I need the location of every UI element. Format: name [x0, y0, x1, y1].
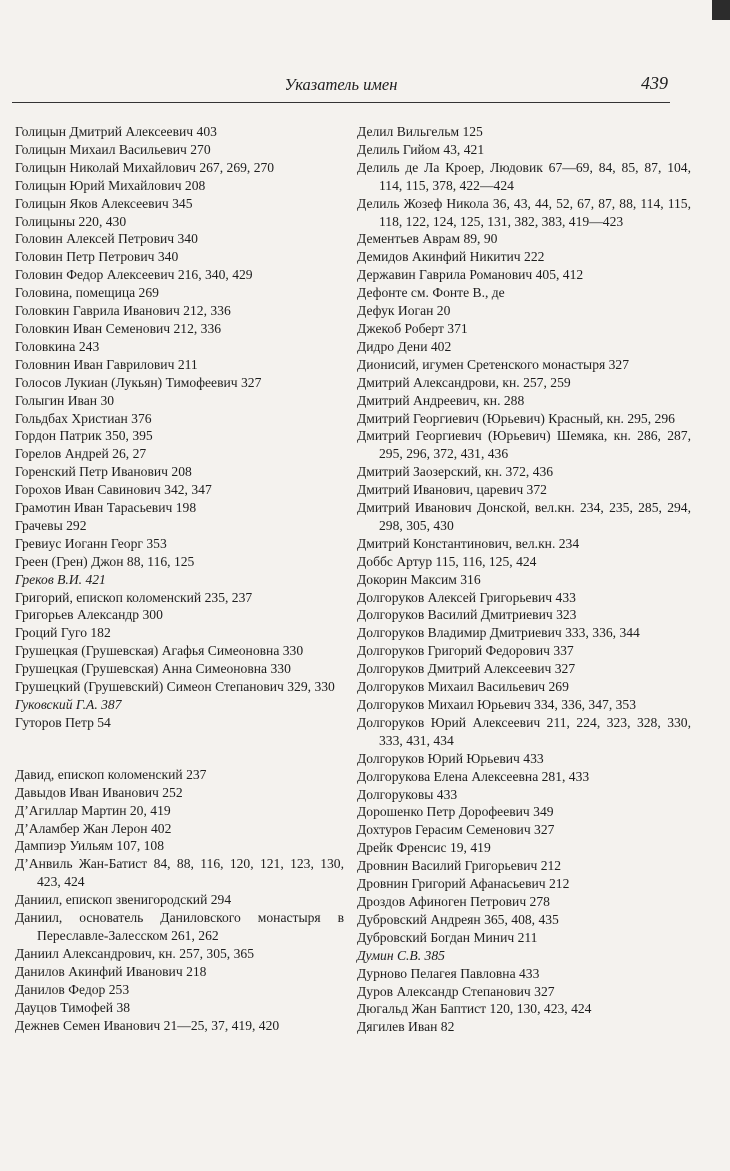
index-group	[357, 123, 691, 1036]
index-entry: Голыгин Иван 30	[15, 392, 115, 408]
index-entry: Горенский Петр Иванович 208	[15, 464, 192, 480]
index-entry: Головин Петр Петрович 340	[15, 249, 179, 265]
index-entry: Гроций Гуго 182	[15, 625, 111, 641]
index-entry: Дубровский Андреян 365, 408, 435	[357, 911, 559, 927]
index-entry: Державин Гаврила Романович 405, 412	[357, 267, 584, 283]
index-entry: Дмитрий Иванович, царевич 372	[357, 482, 547, 498]
index-entry: Даниил, основатель Даниловского монастыря в Переславле-Залесском 261, 262	[15, 910, 344, 943]
index-entry: Головкина 243	[15, 338, 100, 354]
index-entry: Дроздов Афиноген Петрович 278	[357, 893, 550, 909]
section-gap	[15, 732, 344, 766]
index-entry: Гуковский Г.А. 387	[15, 697, 122, 712]
index-entry: Голицын Михаил Васильевич 270	[15, 141, 211, 157]
index-entry: Долгоруков Дмитрий Алексеевич 327	[357, 661, 576, 677]
index-entry: Думин С.В. 385	[357, 947, 445, 963]
index-entry: Дровнин Григорий Афанасьевич 212	[357, 876, 570, 892]
index-entry: Дубровский Богдан Минич 211	[357, 929, 538, 945]
index-entry: Долгорукова Елена Алексеевна 281, 433	[357, 768, 590, 784]
index-entry: Горохов Иван Савинович 342, 347	[15, 482, 212, 498]
index-entry: Данилов Акинфий Иванович 218	[15, 963, 207, 979]
index-entry: Дурново Пелагея Павловна 433	[357, 965, 540, 981]
index-entry: Делиль де Ла Кроер, Людовик 67—69, 84, 85, 87, 104, 114, 115, 378, 422—424	[357, 159, 691, 193]
index-entry: Грушецкий (Грушевский) Симеон Степанович 329, 330	[15, 679, 335, 695]
left-column	[15, 123, 344, 1034]
index-entry: Горелов Андрей 26, 27	[15, 446, 147, 462]
index-entry: Голицын Яков Алексеевич 345	[15, 195, 193, 211]
index-entry: Головин Алексей Петрович 340	[15, 231, 198, 247]
index-entry: Давид, епископ коломенский 237	[15, 766, 207, 782]
page-number: 439	[641, 73, 668, 93]
index-entry: Головина, помещица 269	[15, 285, 159, 301]
index-entry: Дампиэр Уильям 107, 108	[15, 838, 165, 854]
index-entry: Голицын Дмитрий Алексеевич 403	[15, 124, 217, 139]
index-entry: Дмитрий Георгиевич (Юрьевич) Красный, кн. 295, 296	[357, 410, 675, 426]
index-entry: Долгоруков Юрий Юрьевич 433	[357, 750, 544, 766]
index-entry: Гревиус Иоганн Георг 353	[15, 535, 167, 551]
index-entry: Долгоруков Юрий Алексеевич 211, 224, 323, 328, 330, 333, 431, 434	[357, 714, 691, 748]
index-entry: Дидро Дени 402	[357, 338, 452, 354]
index-entry: Грушецкая (Грушевская) Анна Симеоновна 330	[15, 661, 291, 677]
index-entry: Дуров Александр Степанович 327	[357, 983, 555, 999]
index-entry: Дмитрий Константинович, вел.кн. 234	[357, 535, 580, 551]
index-entry: Д’Аламбер Жан Лерон 402	[15, 820, 172, 836]
index-entry: Дмитрий Иванович Донской, вел.кн. 234, 235, 285, 294, 298, 305, 430	[357, 500, 691, 533]
index-entry: Делил Вильгельм 125	[357, 124, 483, 139]
index-entry: Дохтуров Герасим Семенович 327	[357, 822, 555, 838]
index-entry: Даниил Александрович, кн. 257, 305, 365	[15, 945, 254, 961]
index-entry: Долгоруков Михаил Юрьевич 334, 336, 347, 353	[357, 697, 637, 712]
index-entry: Делиль Гийом 43, 421	[357, 141, 485, 157]
index-entry: Дмитрий Заозерский, кн. 372, 436	[357, 464, 554, 480]
index-entry: Демидов Акинфий Никитич 222	[357, 249, 545, 265]
index-entry: Дрейк Френсис 19, 419	[357, 840, 491, 856]
index-group	[15, 123, 344, 732]
index-entry: Долгоруков Алексей Григорьевич 433	[357, 589, 576, 605]
index-entry: Голицыны 220, 430	[15, 213, 127, 229]
index-entry: Дягилев Иван 82	[357, 1019, 455, 1035]
index-entry: Дмитрий Александрови, кн. 257, 259	[357, 374, 571, 390]
index-entry: Дюгальд Жан Баптист 120, 130, 423, 424	[357, 1001, 592, 1017]
right-column	[357, 123, 691, 1036]
index-entry: Головин Федор Алексеевич 216, 340, 429	[15, 267, 253, 283]
index-entry: Григорьев Александр 300	[15, 607, 163, 623]
index-entry: Голицын Николай Михайлович 267, 269, 270	[15, 159, 275, 175]
index-entry: Д’Анвиль Жан-Батист 84, 88, 116, 120, 121, 123, 130, 423, 424	[15, 856, 344, 890]
index-entry: Грамотин Иван Тарасьевич 198	[15, 500, 197, 516]
index-entry: Дмитрий Георгиевич (Юрьевич) Шемяка, кн. 286, 287, 295, 296, 372, 431, 436	[357, 428, 691, 462]
index-entry: Греков В.И. 421	[15, 571, 106, 587]
index-entry: Джекоб Роберт 371	[357, 320, 468, 336]
index-entry: Гордон Патрик 350, 395	[15, 428, 153, 444]
index-entry: Долгоруков Василий Дмитриевич 323	[357, 607, 577, 623]
index-entry: Грушецкая (Грушевская) Агафья Симеоновна 330	[15, 643, 304, 659]
index-entry: Головкин Гаврила Иванович 212, 336	[15, 303, 231, 319]
index-group	[15, 766, 344, 1035]
index-entry: Дауцов Тимофей 38	[15, 999, 131, 1015]
index-entry: Долгоруков Михаил Васильевич 269	[357, 679, 569, 695]
index-entry: Грачевы 292	[15, 517, 87, 533]
index-entry: Долгоруковы 433	[357, 786, 458, 802]
page-header	[12, 72, 670, 103]
index-entry: Дровнин Василий Григорьевич 212	[357, 858, 562, 874]
index-entry: Даниил, епископ звенигородский 294	[15, 892, 232, 908]
index-entry: Данилов Федор 253	[15, 981, 130, 997]
index-entry: Дежнев Семен Иванович 21—25, 37, 419, 420	[15, 1017, 280, 1033]
running-title: Указатель имен	[284, 75, 398, 94]
index-entry: Дефук Иоган 20	[357, 303, 451, 319]
index-entry: Доббс Артур 115, 116, 125, 424	[357, 553, 537, 569]
index-entry: Гуторов Петр 54	[15, 714, 111, 730]
index-entry: Давыдов Иван Иванович 252	[15, 784, 183, 800]
index-entry: Долгоруков Владимир Дмитриевич 333, 336, 344	[357, 625, 640, 641]
index-entry: Гольдбах Христиан 376	[15, 410, 152, 426]
index-entry: Дефонте см. Фонте В., де	[357, 285, 505, 301]
index-entry: Григорий, епископ коломенский 235, 237	[15, 589, 253, 605]
index-entry: Дионисий, игумен Сретенского монастыря 327	[357, 356, 630, 372]
index-entry: Греен (Грен) Джон 88, 116, 125	[15, 553, 195, 569]
index-entry: Долгоруков Григорий Федорович 337	[357, 643, 574, 659]
index-entry: Докорин Максим 316	[357, 571, 481, 587]
index-entry: Дмитрий Андреевич, кн. 288	[357, 392, 525, 408]
index-entry: Дорошенко Петр Дорофеевич 349	[357, 804, 554, 820]
scan-corner-mark	[712, 0, 730, 20]
index-entry: Голицын Юрий Михайлович 208	[15, 177, 206, 193]
index-entry: Делиль Жозеф Никола 36, 43, 44, 52, 67, 87, 88, 114, 115, 118, 122, 124, 125, 131, 382, 383, 419—423	[357, 195, 691, 229]
index-entry: Голосов Лукиан (Лукьян) Тимофеевич 327	[15, 374, 262, 390]
index-entry: Д’Агиллар Мартин 20, 419	[15, 802, 171, 818]
index-entry: Головнин Иван Гаврилович 211	[15, 356, 198, 372]
index-entry: Головкин Иван Семенович 212, 336	[15, 320, 222, 336]
index-entry: Дементьев Аврам 89, 90	[357, 231, 498, 247]
